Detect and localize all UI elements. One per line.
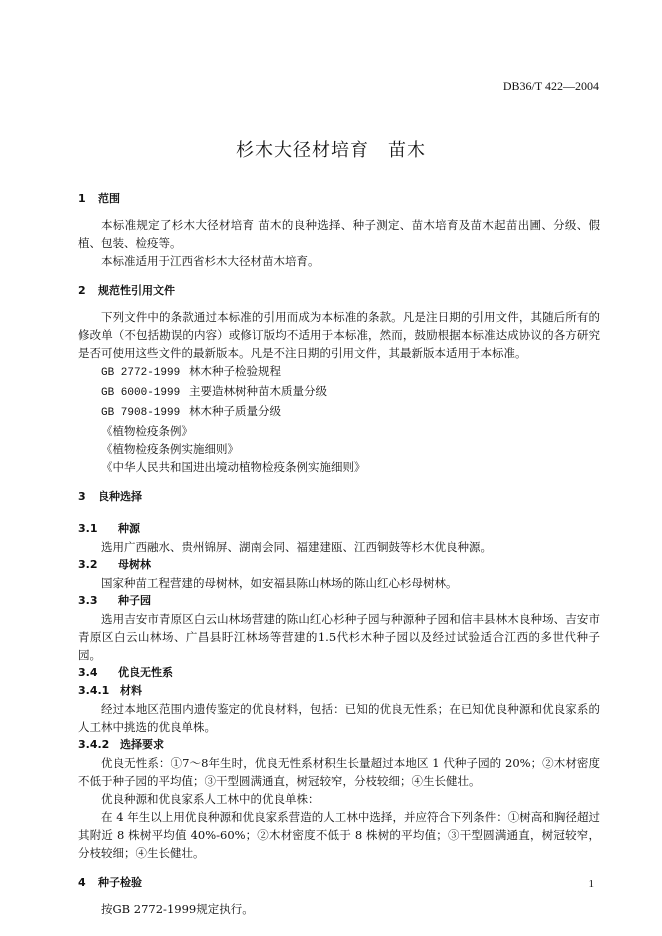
paragraph: 下列文件中的条款通过本标准的引用而成为本标准的条款。凡是注日期的引用文件，其随后所有的修改单（不包括勘误的内容）或修订版均不适用于本标准，然而，鼓励根据本标准达成协议的各方研究是否可使用这些文件的最新版本。凡是不注日期的引用文件，其最新版本适用于本标准。 (78, 310, 600, 360)
section-number: 1 (78, 192, 86, 205)
paragraph: 选用吉安市青原区白云山林场营建的陈山红心杉种子园与种源种子园和信丰县林木良种场、吉安市青原区白云山林场、广昌县盱江林场等营建的1.5代杉木种子园以及经过试验适合江西的多世代种子园。 (78, 612, 600, 662)
reference-doc: 《中华人民共和国进出境动植物检疫条例实施细则》 (101, 460, 366, 474)
page-number: 1 (588, 878, 594, 890)
paragraph: 优良种源和优良家系人工林中的优良单株： (101, 792, 320, 806)
reference-item (78, 362, 600, 382)
section-title: 规范性引用文件 (98, 284, 175, 297)
paragraph: 在 4 年生以上用优良种源和优良家系营造的人工林中选择，并应符合下列条件：①树高和胸径超过其附近 8 株树平均值 40%-60%；②木材密度不低于 8 株树的平均值；③干型圆满通直，树冠较窄，分枝较细；④生长健壮。 (78, 810, 600, 860)
paragraph: 本标准规定了杉木大径材培育 苗木的良种选择、种子测定、苗木培育及苗木起苗出圃、分级、假植、包装、检疫等。 (78, 218, 600, 250)
section-3-heading (78, 488, 600, 506)
paragraph: 经过本地区范围内遗传鉴定的优良材料，包括：已知的优良无性系；在已知优良种源和优良家系的人工林中挑选的优良单株。 (78, 702, 600, 734)
section-number: 3 (78, 490, 86, 503)
subsection-number: 3.4 (78, 666, 98, 679)
subsection-3-2-heading (78, 556, 600, 574)
reference-code: GB 6000-1999 (101, 387, 181, 399)
reference-doc: 《植物检疫条例》 (101, 424, 193, 438)
section-number: 4 (78, 876, 86, 889)
subsection-number: 3.1 (78, 522, 98, 535)
section-title: 良种选择 (98, 490, 142, 503)
reference-name: 林木种子检验规程 (189, 364, 281, 378)
reference-name: 林木种子质量分级 (189, 404, 281, 418)
subsection-title: 优良无性系 (118, 666, 173, 679)
reference-name: 主要造林树种苗木质量分级 (189, 384, 327, 398)
subsection-number: 3.3 (78, 594, 98, 607)
paragraph: 按GB 2772-1999规定执行。 (101, 902, 254, 916)
subsection-3-4-heading (78, 664, 600, 682)
section-1-heading (78, 190, 600, 208)
section-title: 种子检验 (98, 876, 142, 889)
paragraph: 优良无性系：①7～8年生时，优良无性系材积生长量超过本地区 1 代种子园的 20%；②木材密度不低于种子园的平均值；③干型圆满通直，树冠较窄，分枝较细；④生长健壮。 (78, 756, 600, 788)
subsection-3-4-1-heading (78, 682, 600, 700)
reference-item (78, 382, 600, 402)
subsection-title: 选择要求 (120, 738, 164, 751)
subsection-3-3-heading (78, 592, 600, 610)
reference-code: GB 7908-1999 (101, 407, 181, 419)
subsection-number: 3.2 (78, 558, 98, 571)
section-number: 2 (78, 284, 86, 297)
subsection-number: 3.4.1 (78, 684, 110, 697)
paragraph: 本标准适用于江西省杉木大径材苗木培育。 (101, 254, 320, 268)
subsection-title: 材料 (120, 684, 142, 697)
reference-item (78, 402, 600, 422)
paragraph: 选用广西融水、贵州锦屏、湖南会同、福建建瓯、江西铜鼓等杉木优良种源。 (101, 540, 492, 554)
section-title: 范围 (98, 192, 120, 205)
document-body (78, 190, 600, 918)
section-2-heading (78, 282, 600, 300)
reference-code: GB 2772-1999 (101, 367, 181, 379)
subsection-number: 3.4.2 (78, 738, 110, 751)
subsection-title: 种源 (118, 522, 140, 535)
standard-code: DB36/T 422—2004 (502, 79, 599, 93)
subsection-title: 种子园 (118, 594, 151, 607)
paragraph: 国家种苗工程营建的母树林，如安福县陈山林场的陈山红心杉母树林。 (101, 576, 458, 590)
document-title: 杉木大径材培育 苗木 (236, 140, 426, 161)
subsection-3-4-2-heading (78, 736, 600, 754)
section-4-heading (78, 874, 600, 892)
subsection-title: 母树林 (118, 558, 151, 571)
reference-doc: 《植物检疫条例实施细则》 (101, 442, 239, 456)
subsection-3-1-heading (78, 520, 600, 538)
